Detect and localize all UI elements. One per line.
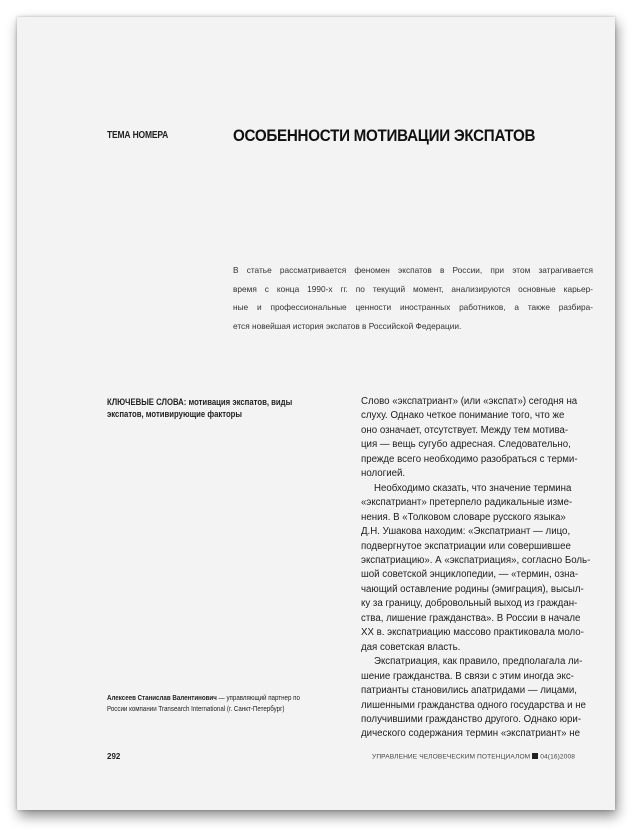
- body-line: нения. В «Толковом словаре русского языка»: [361, 511, 566, 523]
- page-number: 292: [107, 752, 121, 761]
- body-text: [361, 395, 593, 742]
- body-line: Слово «экспатриант» (или «экспат») сегодня на: [361, 396, 578, 407]
- body-line: лишенными гражданства одного государства и не: [361, 699, 586, 711]
- keywords-label: КЛЮЧЕВЫЕ СЛОВА:: [107, 397, 187, 407]
- body-line: ция — вещь сугубо адресная. Следовательно,: [361, 439, 571, 451]
- author-note: [107, 693, 320, 714]
- abstract: [233, 261, 593, 335]
- journal-issue: 04(16)2008: [540, 753, 575, 761]
- article-title: ОСОБЕННОСТИ МОТИВАЦИИ ЭКСПАТОВ: [233, 127, 536, 145]
- body-line: чающий оставление родины (эмиграция), высыл-: [361, 583, 584, 595]
- author-name: Алексеев Станислав Валентинович: [107, 693, 217, 702]
- body-line: ку за границу, добровольный выход из граждан-: [361, 598, 578, 610]
- abstract-line: В статье рассматривается феномен экспатов в России, при этом затрагивается: [233, 265, 593, 275]
- body-line: XX в. экспатриацию массово практиковала моло-: [361, 627, 584, 639]
- abstract-line: ется новейшая история экспатов в Российской Федерации.: [233, 320, 462, 331]
- body-line: шение гражданства. В связи с этим иногда экс-: [361, 670, 574, 682]
- keywords-text: мотивация экспатов, виды экспатов, мотивирующие факторы: [107, 397, 293, 419]
- square-bullet-icon: [532, 753, 538, 759]
- body-line: прежде всего необходимо разобраться с терми-: [361, 453, 578, 465]
- body-line: нологией.: [361, 468, 406, 480]
- body-line: экспатриацию». А «экспатриация», согласно Боль-: [361, 554, 591, 566]
- body-line: дического содержания термин «экспатриант» не: [361, 728, 580, 740]
- body-line: ства, лишение гражданства». В России в начале: [361, 612, 581, 624]
- keywords: [107, 396, 305, 420]
- document-page: [17, 17, 615, 810]
- body-line: «экспатриант» претерпело радикальные изме-: [361, 497, 573, 509]
- body-line: Экспатриация, как правило, предполагала ли-: [374, 656, 583, 668]
- journal-name: УПРАВЛЕНИЕ ЧЕЛОВЕЧЕСКИМ ПОТЕНЦИАЛОМ: [372, 753, 531, 761]
- body-line: подвергнутое экспатриации или совершившее: [361, 540, 571, 552]
- body-line: дая советская власть.: [361, 641, 461, 653]
- body-line: шой советской энциклопедии, — «термин, озна-: [361, 569, 579, 581]
- body-line: получившими гражданство другого. Однако юри-: [361, 713, 582, 725]
- body-line: патрианты становились апатридами — лицами,: [361, 685, 577, 697]
- body-line: Д.Н. Ушакова находим: «Экспатриант — лицо,: [361, 526, 571, 538]
- journal-footer: [372, 753, 575, 761]
- body-line: оно означает, отсутствует. Между тем мотива-: [361, 424, 569, 436]
- abstract-line: ные и профессиональные ценности иностранных работников, а также разбира-: [233, 302, 593, 312]
- body-line: Необходимо сказать, что значение термина: [374, 482, 572, 494]
- abstract-line: время с конца 1990-х гг. по текущий момент, анализируются основные карьер-: [233, 283, 593, 294]
- section-label: ТЕМА НОМЕРА: [107, 130, 169, 141]
- body-line: слуху. Однако четкое понимание того, что же: [361, 410, 565, 422]
- author-description: — управляющий партнер по России компании Transearch International (г. Санкт-Петербург): [107, 693, 300, 713]
